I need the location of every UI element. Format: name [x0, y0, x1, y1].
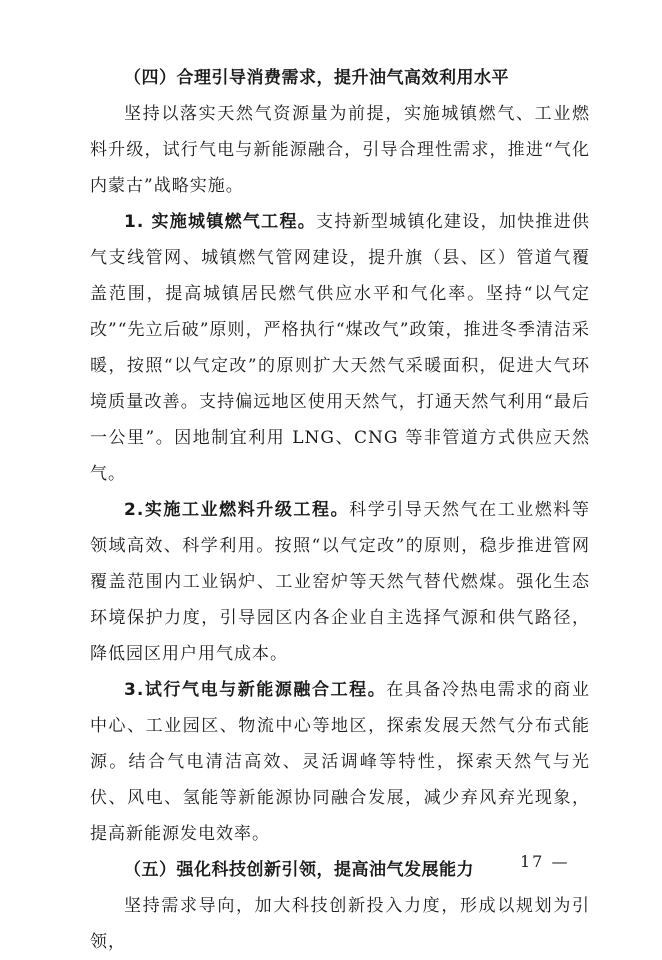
- item-1-text: 支持新型城镇化建设，加快推进供气支线管网、城镇燃气管网建设，提升旗（县、区）管道气覆盖范围，提高城镇居民燃气供应水平和气化率。坚持“以气定改”“先立后破”原则，严格执行“煤改气”政策，推进冬季清洁采暖，按照“以气定改”的原则扩大天然气采暖面积，促进大气环境质量改善。支持偏远地区使用天然气，打通天然气利用“最后一公里”。因地制宜利用 LNG、CNG 等非管道方式供应天然气。: [90, 212, 590, 484]
- section-5-intro: 坚持需求导向，加大科技创新投入力度，形成以规划为引领，: [90, 896, 590, 952]
- item-2-text: 科学引导天然气在工业燃料等领域高效、科学利用。按照“以气定改”的原则，稳步推进管网覆盖范围内工业锅炉、工业窑炉等天然气替代燃煤。强化生态环境保护力度，引导园区内各企业自主选择气源和供气路径，降低园区用户用气成本。: [90, 500, 590, 664]
- item-3-text: 在具备冷热电需求的商业中心、工业园区、物流中心等地区，探索发展天然气分布式能源。结合气电清洁高效、灵活调峰等特性，探索天然气与光伏、风电、氢能等新能源协同融合发展，减少弃风弃光现象，提高新能源发电效率。: [90, 680, 590, 844]
- page-number: 17 —: [520, 852, 570, 871]
- item-2-paragraph: [90, 492, 590, 672]
- section-4-heading: （四）合理引导消费需求，提升油气高效利用水平: [124, 68, 509, 88]
- page-content: [90, 60, 590, 960]
- item-2-lead: 2.实施工业燃料升级工程。: [124, 500, 350, 520]
- item-1-lead: 1. 实施城镇燃气工程。: [124, 212, 317, 232]
- item-1-paragraph: [90, 204, 590, 492]
- item-3-paragraph: [90, 672, 590, 852]
- section-4-intro: 坚持以落实天然气资源量为前提，实施城镇燃气、工业燃料升级，试行气电与新能源融合，引导合理性需求，推进“气化内蒙古”战略实施。: [90, 104, 590, 196]
- section-5-heading: （五）强化科技创新引领，提高油气发展能力: [124, 860, 474, 880]
- item-3-lead: 3.试行气电与新能源融合工程。: [124, 680, 387, 700]
